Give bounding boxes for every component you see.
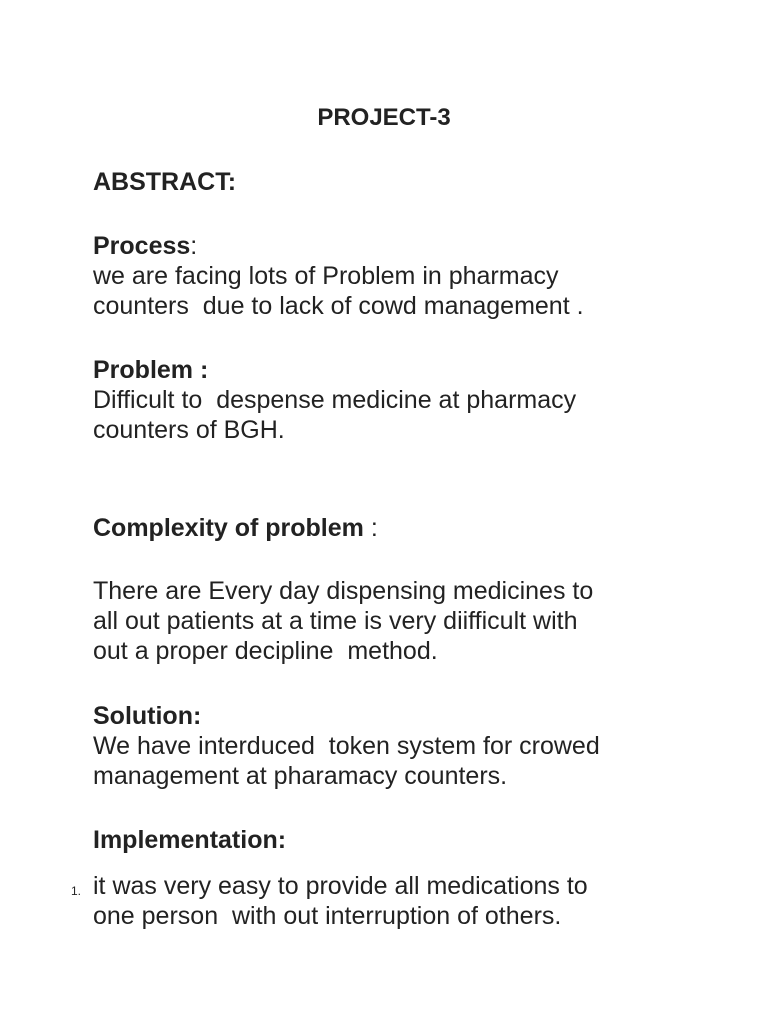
- complexity-colon: :: [363, 514, 378, 542]
- process-heading-line: [93, 231, 197, 261]
- implementation-heading: Implementation:: [93, 826, 287, 854]
- abstract-heading: ABSTRACT:: [93, 168, 237, 196]
- complexity-text-line-2: all out patients at a time is very diifficult with: [93, 607, 578, 635]
- solution-text-line-2: management at pharamacy counters.: [93, 762, 508, 790]
- list-item-marker: 1.: [71, 884, 82, 898]
- problem-heading: Problem :: [93, 356, 209, 384]
- list-item-line-1: it was very easy to provide all medications to: [93, 872, 588, 900]
- complexity-text-line-3: out a proper decipline method.: [93, 637, 438, 665]
- document-title: PROJECT-3: [317, 104, 451, 131]
- process-colon: :: [190, 232, 198, 260]
- process-heading: Process: [93, 232, 191, 260]
- list-item-line-2: one person with out interruption of others.: [93, 902, 562, 930]
- problem-text-line-2: counters of BGH.: [93, 416, 285, 444]
- solution-heading: Solution:: [93, 702, 202, 730]
- complexity-text-line-1: There are Every day dispensing medicines to: [93, 577, 594, 605]
- problem-text-line-1: Difficult to despense medicine at pharmacy: [93, 386, 577, 414]
- process-text-line-1: we are facing lots of Problem in pharmacy: [93, 262, 559, 290]
- solution-text-line-1: We have interduced token system for crowed: [93, 732, 600, 760]
- complexity-heading-line: [93, 513, 378, 543]
- complexity-heading: Complexity of problem: [93, 514, 364, 542]
- process-text-line-2: counters due to lack of cowd management .: [93, 292, 584, 320]
